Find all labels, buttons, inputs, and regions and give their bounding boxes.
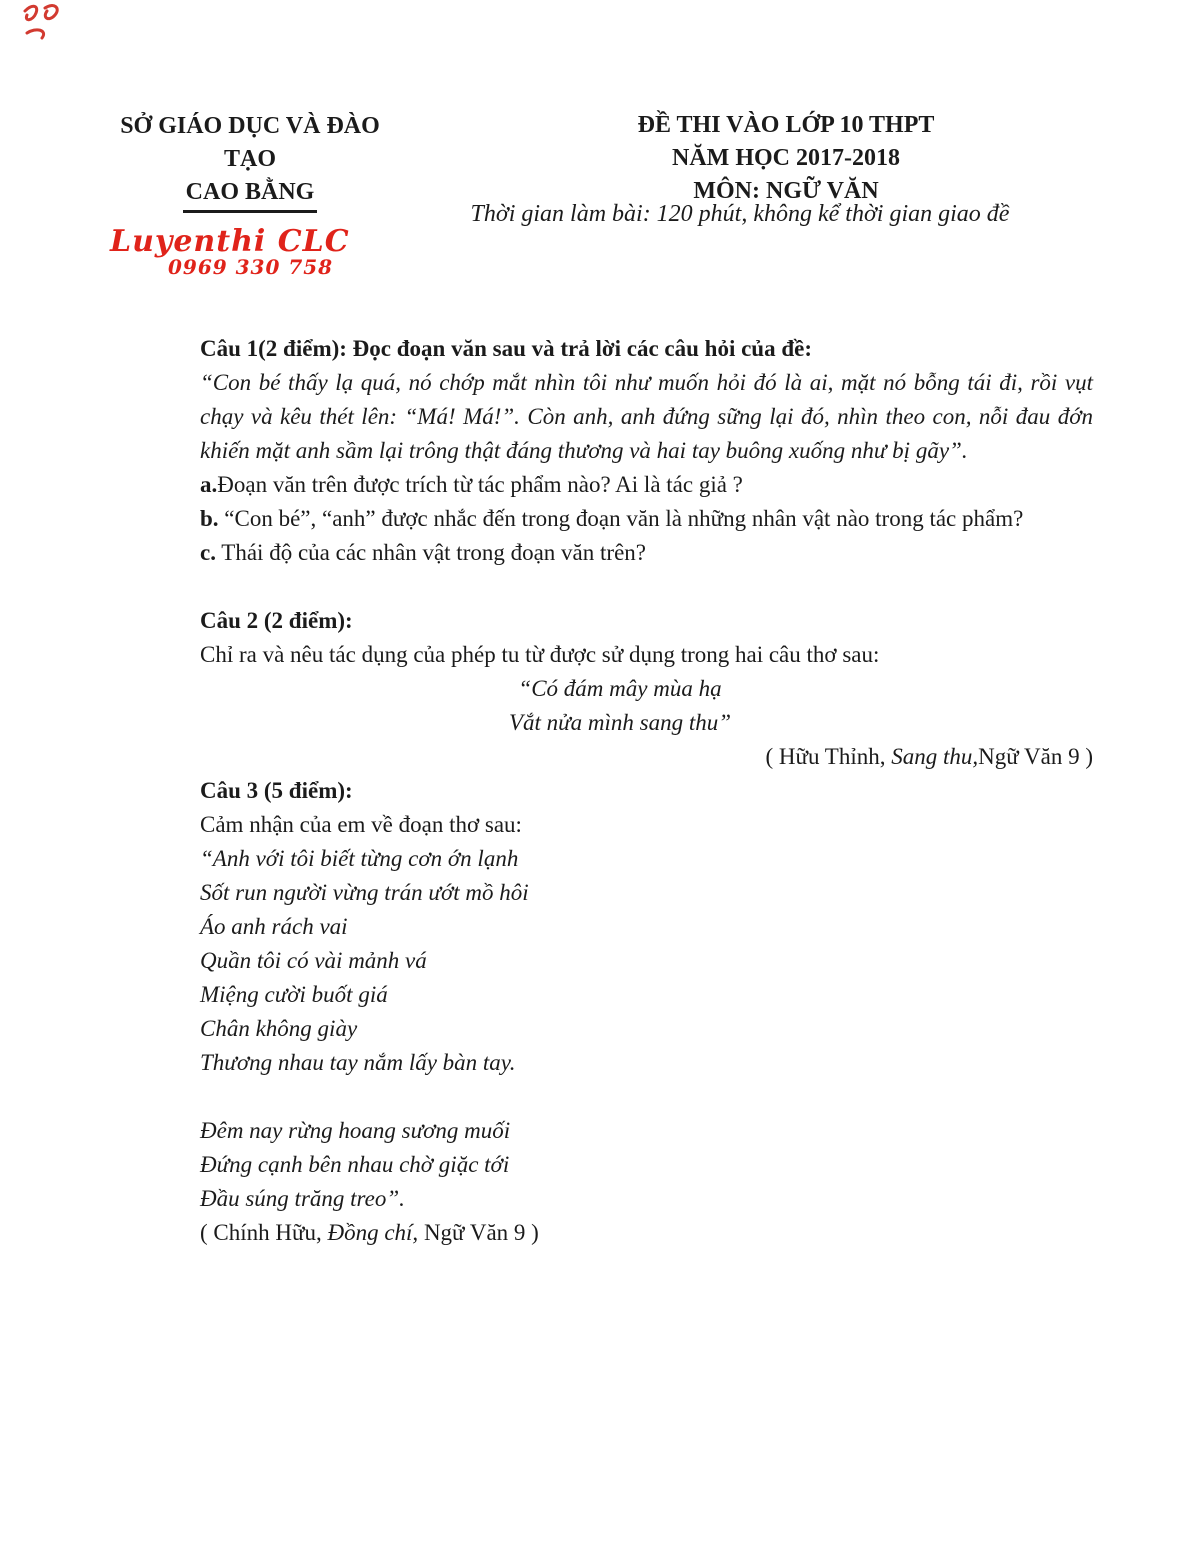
logo-text: Luyenthi CLC <box>110 224 350 259</box>
question-1b-label: b. <box>200 506 219 531</box>
poem-line: Quần tôi có vài mảnh vá <box>200 948 427 973</box>
source-work-title: Sang thu, <box>891 744 979 769</box>
question-2-verse-line: “Có đám mây mùa hạ <box>518 676 722 701</box>
question-1b <box>200 502 1093 536</box>
stanza-break <box>200 1080 1093 1114</box>
subject: MÔN: NGỮ VĂN <box>693 178 879 204</box>
red-pen-marks-icon <box>18 2 64 49</box>
question-1a-label: a. <box>200 472 218 497</box>
poem-line: “Anh với tôi biết từng cơn ớn lạnh <box>200 846 519 871</box>
source-book: Ngữ Văn 9 ) <box>418 1220 539 1245</box>
exam-body <box>200 332 1093 1250</box>
exam-title-block <box>486 109 1086 208</box>
question-2-heading: Câu 2 (2 điểm): <box>200 608 353 633</box>
issuing-authority-block <box>97 110 403 213</box>
luyenthi-clc-logo <box>110 226 350 278</box>
poem-line: Đứng cạnh bên nhau chờ giặc tới <box>200 1152 510 1177</box>
poem-line: Miệng cười buốt giá <box>200 982 388 1007</box>
question-1c-label: c. <box>200 540 216 565</box>
question-1-passage: “Con bé thấy lạ quá, nó chớp mắt nhìn tôi như muốn hỏi đó là ai, mặt nó bỗng tái đi, rồi vụt chạy và kêu thét lên: “Má! Má!”. Còn anh, anh đứng sững lại đó, nhìn theo con, nỗi đau đớn khiến mặt anh sầm lại trông thật đáng thương và hai tay buông xuống như bị gãy”. <box>200 370 1093 463</box>
question-2-intro: Chỉ ra và nêu tác dụng của phép tu từ được sử dụng trong hai câu thơ sau: <box>200 642 880 667</box>
question-1a-text: Đoạn văn trên được trích từ tác phẩm nào? Ai là tác giả ? <box>217 472 743 497</box>
poem-line: Sốt run người vừng trán ướt mồ hôi <box>200 880 529 905</box>
source-author: ( Chính Hữu, <box>200 1220 328 1245</box>
question-3-intro: Cảm nhận của em về đoạn thơ sau: <box>200 812 522 837</box>
source-book: Ngữ Văn 9 ) <box>978 744 1093 769</box>
poem-line: Áo anh rách vai <box>200 914 348 939</box>
question-1a <box>200 468 1093 502</box>
exam-duration: Thời gian làm bài: 120 phút, không kể thời gian giao đề <box>470 201 1010 227</box>
question-1c <box>200 536 1093 570</box>
exam-title: ĐỀ THI VÀO LỚP 10 THPT <box>637 112 935 138</box>
logo-phone-number: 0969 330 758 <box>168 255 334 279</box>
spacer <box>200 570 1093 604</box>
question-2-verse-line: Vắt nửa mình sang thu” <box>508 710 732 735</box>
source-author: ( Hữu Thỉnh, <box>765 744 892 769</box>
question-3-source <box>200 1216 1093 1250</box>
poem-line: Đêm nay rừng hoang sương muối <box>200 1118 511 1143</box>
question-1-heading: Câu 1(2 điểm): Đọc đoạn văn sau và trả lời các câu hỏi của đề: <box>200 336 813 361</box>
question-1b-text: “Con bé”, “anh” được nhắc đến trong đoạn văn là những nhân vật nào trong tác phẩm? <box>218 506 1024 531</box>
question-1c-text: Thái độ của các nhân vật trong đoạn văn trên? <box>215 540 646 565</box>
poem-line: Thương nhau tay nắm lấy bàn tay. <box>200 1050 516 1075</box>
question-3-heading: Câu 3 (5 điểm): <box>200 778 353 803</box>
question-2-source <box>200 740 1093 774</box>
poem-line: Chân không giày <box>200 1016 358 1041</box>
source-work-title: Đồng chí, <box>327 1220 419 1245</box>
province-name: CAO BẰNG <box>97 176 403 213</box>
school-year: NĂM HỌC 2017-2018 <box>672 145 900 171</box>
poem-line: Đầu súng trăng treo”. <box>200 1186 405 1211</box>
authority-name: SỞ GIÁO DỤC VÀ ĐÀO TẠO <box>120 113 380 172</box>
